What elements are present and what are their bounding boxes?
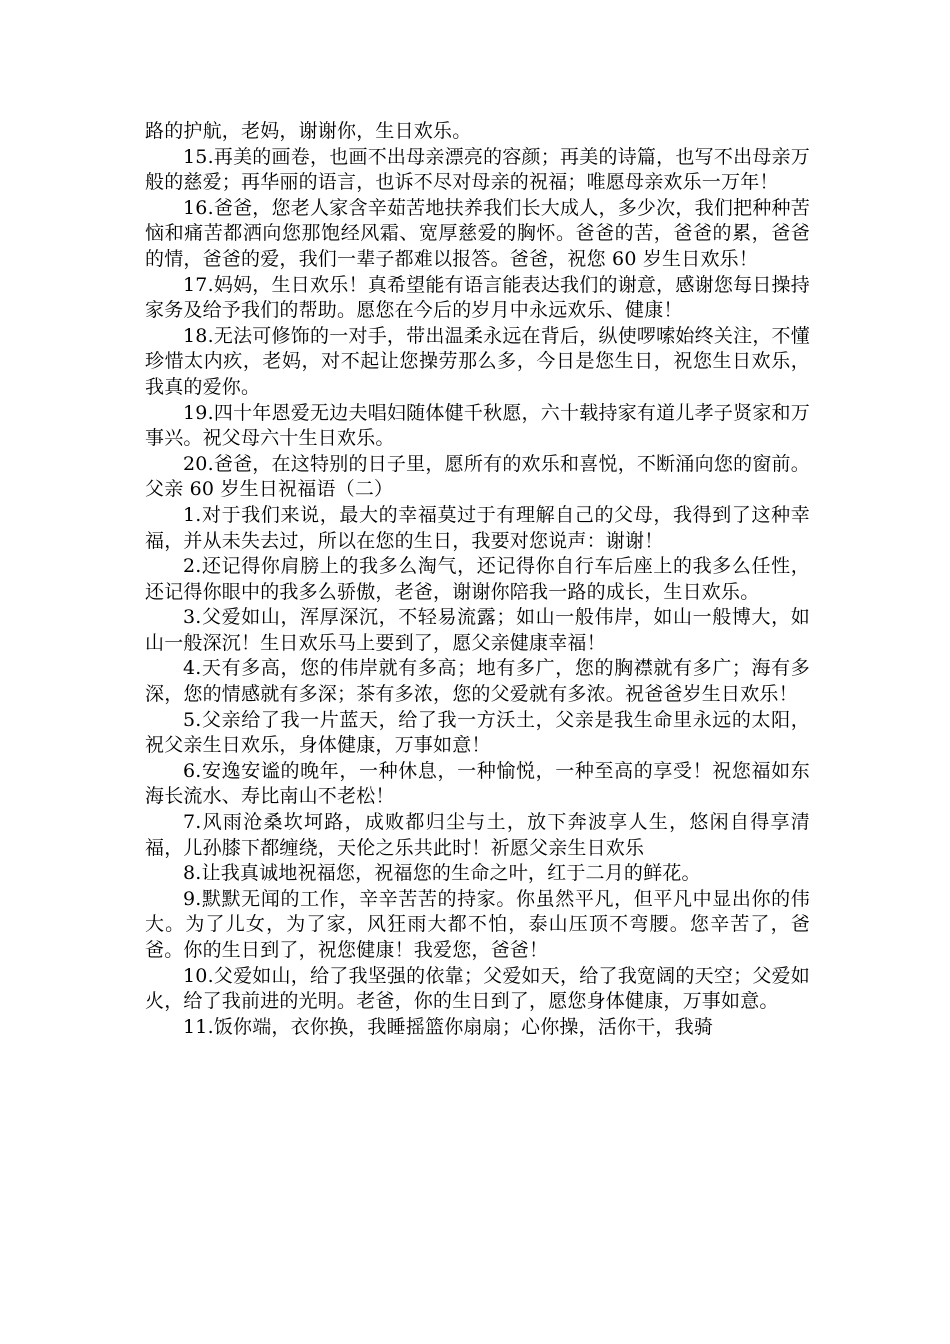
section2-item-4: 4.天有多高，您的伟岸就有多高；地有多广，您的胸襟就有多广；海有多深，您的情感就有多深；茶有多浓，您的父爱就有多浓。祝爸爸岁生日欢乐！	[145, 657, 810, 706]
section2-item-5: 5.父亲给了我一片蓝天，给了我一方沃土，父亲是我生命里永远的太阳，祝父亲生日欢乐，身体健康，万事如意！	[145, 708, 810, 757]
section2-item-1: 1.对于我们来说，最大的幸福莫过于有理解自己的父母，我得到了这种幸福，并从未失去过，所以在您的生日，我要对您说声：谢谢！	[145, 503, 810, 552]
section2-item-7: 7.风雨沧桑坎坷路，成败都归尘与土，放下奔波享人生，悠闲自得享清福，儿孙膝下都缠绕，天伦之乐共此时！祈愿父亲生日欢乐	[145, 811, 810, 859]
section2-item-11: 11.饭你端，衣你换，我睡摇篮你扇扇；心你操，活你干，我骑	[183, 1015, 714, 1038]
section2-item-3: 3.父爱如山，浑厚深沉，不轻易流露；如山一般伟岸，如山一般博大，如山一般深沉！生日欢乐马上要到了，愿父亲健康幸福！	[145, 606, 810, 654]
paragraph-16: 16.爸爸，您老人家含辛茹苦地扶养我们长大成人，多少次，我们把种种苦恼和痛苦都洒向您那饱经风霜、宽厚慈爱的胸怀。爸爸的苦，爸爸的累，爸爸的情，爸爸的爱，我们一辈子都难以报答。爸爸，祝您 60 岁生日欢乐！	[145, 196, 810, 270]
document-body	[145, 119, 848, 1040]
paragraph-18: 18.无法可修饰的一对手，带出温柔永远在背后，纵使啰嗦始终关注，不懂珍惜太内疚，老妈，对不起让您操劳那么多，今日是您生日，祝您生日欢乐，我真的爱你。	[145, 324, 810, 398]
paragraph-15: 15.再美的画卷，也画不出母亲漂亮的容颜；再美的诗篇，也写不出母亲万般的慈爱；再华丽的语言，也诉不尽对母亲的祝福；唯愿母亲欢乐一万年！	[145, 145, 810, 194]
paragraph-19: 19.四十年恩爱无边夫唱妇随体健千秋愿，六十载持家有道儿孝子贤家和万事兴。祝父母六十生日欢乐。	[145, 401, 810, 450]
section2-item-6: 6.安逸安谧的晚年，一种休息，一种愉悦，一种至高的享受！祝您福如东海长流水、寿比南山不老松！	[145, 759, 810, 808]
section2-item-9: 9.默默无闻的工作，辛辛苦苦的持家。你虽然平凡，但平凡中显出你的伟大。为了儿女，为了家，风狂雨大都不怕，泰山压顶不弯腰。您辛苦了，爸爸。你的生日到了，祝您健康！我爱您，爸爸！	[145, 887, 810, 961]
paragraph-17: 17.妈妈，生日欢乐！真希望能有语言能表达我们的谢意，感谢您每日操持家务及给予我们的帮助。愿您在今后的岁月中永远欢乐、健康！	[145, 273, 810, 322]
section2-item-8: 8.让我真诚地祝福您，祝福您的生命之叶，红于二月的鲜花。	[183, 862, 701, 885]
paragraph-20: 20.爸爸，在这特别的日子里，愿所有的欢乐和喜悦，不断涌向您的窗前。 父亲 60 岁生日祝福语（二）	[145, 452, 848, 501]
paragraph-14-continuation: 路的护航，老妈，谢谢你，生日欢乐。	[145, 120, 472, 142]
section2-item-2: 2.还记得你肩膀上的我多么淘气，还记得你自行车后座上的我多么任性，还记得你眼中的我多么骄傲，老爸，谢谢你陪我一路的成长，生日欢乐。	[145, 555, 810, 603]
section2-item-10: 10.父爱如山，给了我坚强的依靠；父爱如天，给了我宽阔的天空；父爱如火，给了我前进的光明。老爸，你的生日到了，愿您身体健康，万事如意。	[145, 964, 810, 1013]
